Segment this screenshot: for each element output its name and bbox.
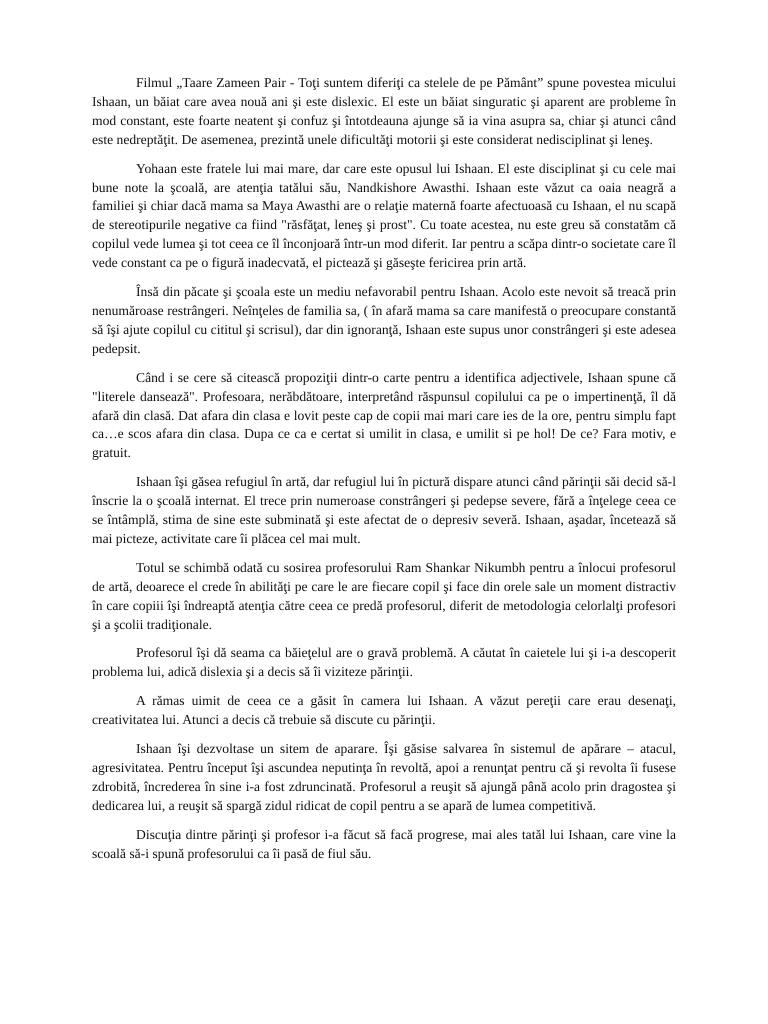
paragraph-art-refuge: Ishaan îşi găsea refugiul în artă, dar refugiul lui în pictură dispare atunci când părinţii săi decid să-l înscrie la o şcoală internat. El trece prin numeroase constrângeri şi pedepse severe, fără a înţelege ceea ce se întâmplă, stima de sine este subminată şi este afectat de o depresiv severă. Ishaan, aşadar, încetează să mai picteze, activitate care îi plăcea cel mai mult. <box>92 474 676 546</box>
paragraph-intro: Filmul „Taare Zameen Pair - Toţi suntem diferiţi ca stelele de pe Pământ” spune povestea micului Ishaan, un băiat care avea nouă ani şi este dislexic. El este un băiat singuratic şi aparent are probleme în mod constant, este foarte neatent şi confuz şi întotdeauna ajunge să ia vina asupra sa, chiar şi atunci când este nedreptăţit. De asemenea, prezintă unele dificultăţi motorii şi este considerat nedisciplinat şi leneş. <box>92 75 676 147</box>
paragraph-yohaan: Yohaan este fratele lui mai mare, dar care este opusul lui Ishaan. El este disciplinat şi cu cele mai bune note la şcoală, are atenţia tatălui său, Nandkishore Awasthi. Ishaan este văzut ca oaia neagră a familiei şi chiar dacă mama sa Maya Awasthi are o relaţie maternă foarte afectuoasă cu Ishaan, el nu scapă de stereotipurile negative ca fiind "răsfăţat, leneş şi prost". Cu toate acestea, nu este greu să constatăm că copilul vede lumea şi tot ceea ce îl înconjoară într-un mod diferit. Iar pentru a scăpa dintr-o societate care îl vede constant ca pe o figură inadecvată, el pictează şi găseşte fericirea prin artă. <box>92 160 676 271</box>
paragraph-teacher-realizes: Profesorul îşi dă seama ca băieţelul are o gravă problemă. A căutat în caietele lui şi i-a descoperit problema lui, adică dislexia şi a decis să îi viziteze părinţii. <box>92 645 676 680</box>
paragraph-reading: Când i se cere să citească propoziţii dintr-o carte pentru a identifica adjectivele, Ishaan spune că "literele dansează". Profesoara, nerăbdătoare, interpretând răspunsul copilului ca pe o impertinenţă, îl dă afară din clasă. Dat afara din clasa e lovit peste cap de copii mai mari care ies de la ore, pentru simplu fapt ca…e scos afara din clasa. Dupa ce ca e certat si umilit in clasa, e umilit si pe hol! De ce? Fara motiv, e gratuit. <box>92 369 676 461</box>
paragraph-discussion: Discuţia dintre părinţi şi profesor i-a făcut să facă progrese, mai ales tatăl lui Ishaan, care vine la scoală să-i spună profesorului ca îi pasă de fiul său. <box>92 826 676 861</box>
paragraph-school: Însă din păcate şi şcoala este un mediu nefavorabil pentru Ishaan. Acolo este nevoit să treacă prin nenumăroase restrângeri. Neînţeles de familia sa, ( în afară mama sa care manifestă o preocupare constantă să îşi ajute copilul cu cititul şi scrisul), dar din ignoranţă, Ishaan este supus unor constrângeri şi este adesea pedepsit. <box>92 284 676 356</box>
paragraph-room: A rămas uimit de ceea ce a găsit în camera lui Ishaan. A văzut pereţii care erau desenaţi, creativitatea lui. Atunci a decis că trebuie să discute cu părinţii. <box>92 693 676 728</box>
paragraph-new-teacher: Totul se schimbă odată cu sosirea profesorului Ram Shankar Nikumbh pentru a înlocui profesorul de artă, deoarece el crede în abilităţi pe care le are fiecare copil şi face din orele sale un moment distractiv în care copiii îşi îndreaptă atenţia către ceea ce predă profesorul, diferit de metodologia celorlalţi profesori şi a şcolii tradiţionale. <box>92 559 676 632</box>
document-page <box>92 74 676 874</box>
paragraph-defense: Ishaan îşi dezvoltase un sitem de aparare. Îşi găsise salvarea în sistemul de apărare – atacul, agresivitatea. Pentru început îşi ascundea neputinţa în revoltă, apoi a renunţat pentru că şi revolta îi fusese zdrobită, încrederea în sine i-a fost zdruncinată. Profesorul a reuşit să ajungă până acolo prin dragostea şi dedicarea lui, a reuşit să spargă zidul ridicat de copil pentru a se apară de lumea competitivă. <box>92 741 676 813</box>
